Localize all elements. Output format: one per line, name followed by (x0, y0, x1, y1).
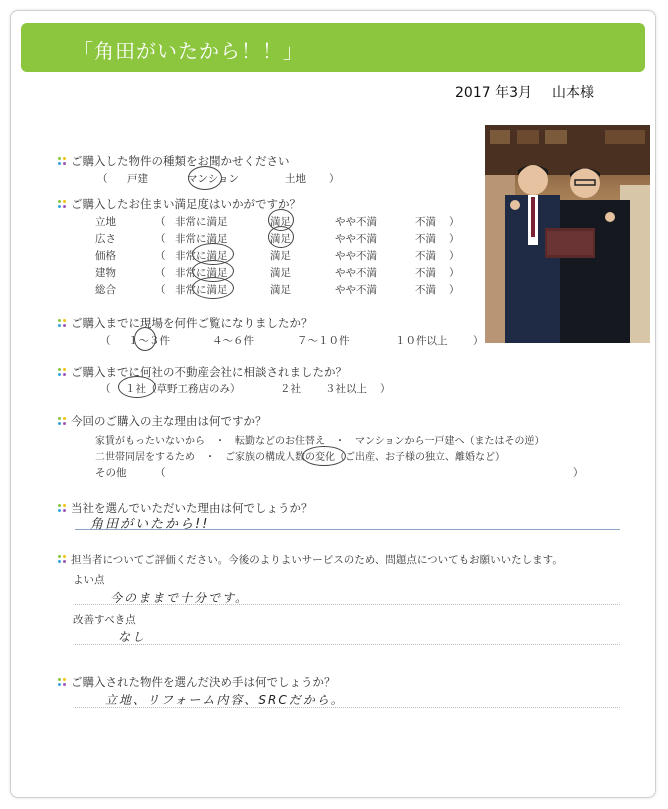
answer-good-points: 今のままで十分です。 (110, 591, 250, 605)
question-agencies: ご購入までに何社の不動産会社に相談されましたか？ (57, 364, 347, 380)
options-property-type: （ 戸建 マンション 土地 ） (97, 173, 340, 185)
satisfaction-row-price: 価格 （ 非常に満足 満足 やや不満 不満 ） (95, 250, 460, 262)
answer-mark-circle (192, 277, 234, 299)
answer-mark-circle (268, 226, 294, 248)
answer-underline (75, 707, 620, 708)
answer-deciding-factor: 立地、リフォーム内容、SRCだから。 (105, 693, 345, 707)
question-why-us: 当社を選んでいただいた理由は何でしょうか？ (57, 500, 313, 516)
reason-options-line-1: 家賃がもったいないから ・ 転勤などのお住替え ・ マンションから一戸建へ（またはその逆） (95, 436, 545, 447)
improve-points-label: 改善すべき点 (73, 614, 136, 626)
customer-name: 山本様 (552, 85, 594, 101)
answer-mark-circle (134, 327, 156, 351)
bullet-icon (57, 156, 67, 166)
satisfaction-row-building: 建物 （ 非常に満足 満足 やや不満 不満 ） (95, 267, 460, 279)
question-property-type: ご購入した物件の種類をお聞かせください (57, 153, 290, 169)
reason-other-line: その他 （ ） (95, 467, 584, 479)
question-staff-evaluation: 担当者についてご評価ください。今後のよりよいサービスのため、問題点についてもお願いいたします。 (57, 552, 563, 567)
title-banner (21, 23, 645, 72)
bullet-icon (57, 416, 67, 426)
bullet-icon (57, 367, 67, 377)
options-viewings: （ １〜３件 ４〜６件 ７〜１０件 １０件以上 ） (100, 335, 484, 347)
satisfaction-row-overall: 総合 （ 非常に満足 満足 やや不満 不満 ） (95, 284, 460, 296)
question-deciding-factor: ご購入された物件を選んだ決め手は何でしょうか？ (57, 674, 336, 690)
answer-mark-circle (302, 446, 346, 466)
answer-underline (75, 529, 620, 530)
answer-mark-circle (118, 376, 156, 398)
page-title: 「角田がいたから！！」 (73, 39, 304, 63)
bullet-icon (57, 554, 67, 564)
answer-underline (75, 604, 620, 605)
answer-mark-circle (188, 166, 222, 190)
date-line (455, 82, 594, 102)
bullet-icon (57, 503, 67, 513)
bullet-icon (57, 199, 67, 209)
customer-photo (485, 125, 650, 343)
bullet-icon (57, 677, 67, 687)
good-points-label: よい点 (73, 574, 105, 586)
answer-underline (75, 644, 620, 645)
question-reason: 今回のご購入の主な理由は何ですか？ (57, 413, 267, 429)
satisfaction-row-location: 立地 （ 非常に満足 満足 やや不満 不満 ） (95, 216, 460, 228)
bullet-icon (57, 318, 67, 328)
options-agencies: （ １社（草野工務店のみ） ２社 ３社以上 ） (100, 383, 391, 395)
photo-illustration (485, 125, 650, 343)
answer-why-us: 角田がいたから!! (90, 517, 210, 532)
question-satisfaction: ご購入したお住まい満足度はいかがですか？ (57, 196, 301, 212)
reason-options-line-2: 二世帯同居をするため ・ ご家族の構成人数の変化（ご出産、お子様の独立、離婚など） (95, 452, 505, 463)
question-viewings: ご購入までに現場を何件ご覧になりましたか？ (57, 315, 313, 331)
answer-improve-points: なし (118, 630, 147, 644)
survey-date: 2017 年3月 (455, 85, 532, 101)
satisfaction-row-size: 広さ （ 非常に満足 満足 やや不満 不満 ） (95, 233, 460, 245)
